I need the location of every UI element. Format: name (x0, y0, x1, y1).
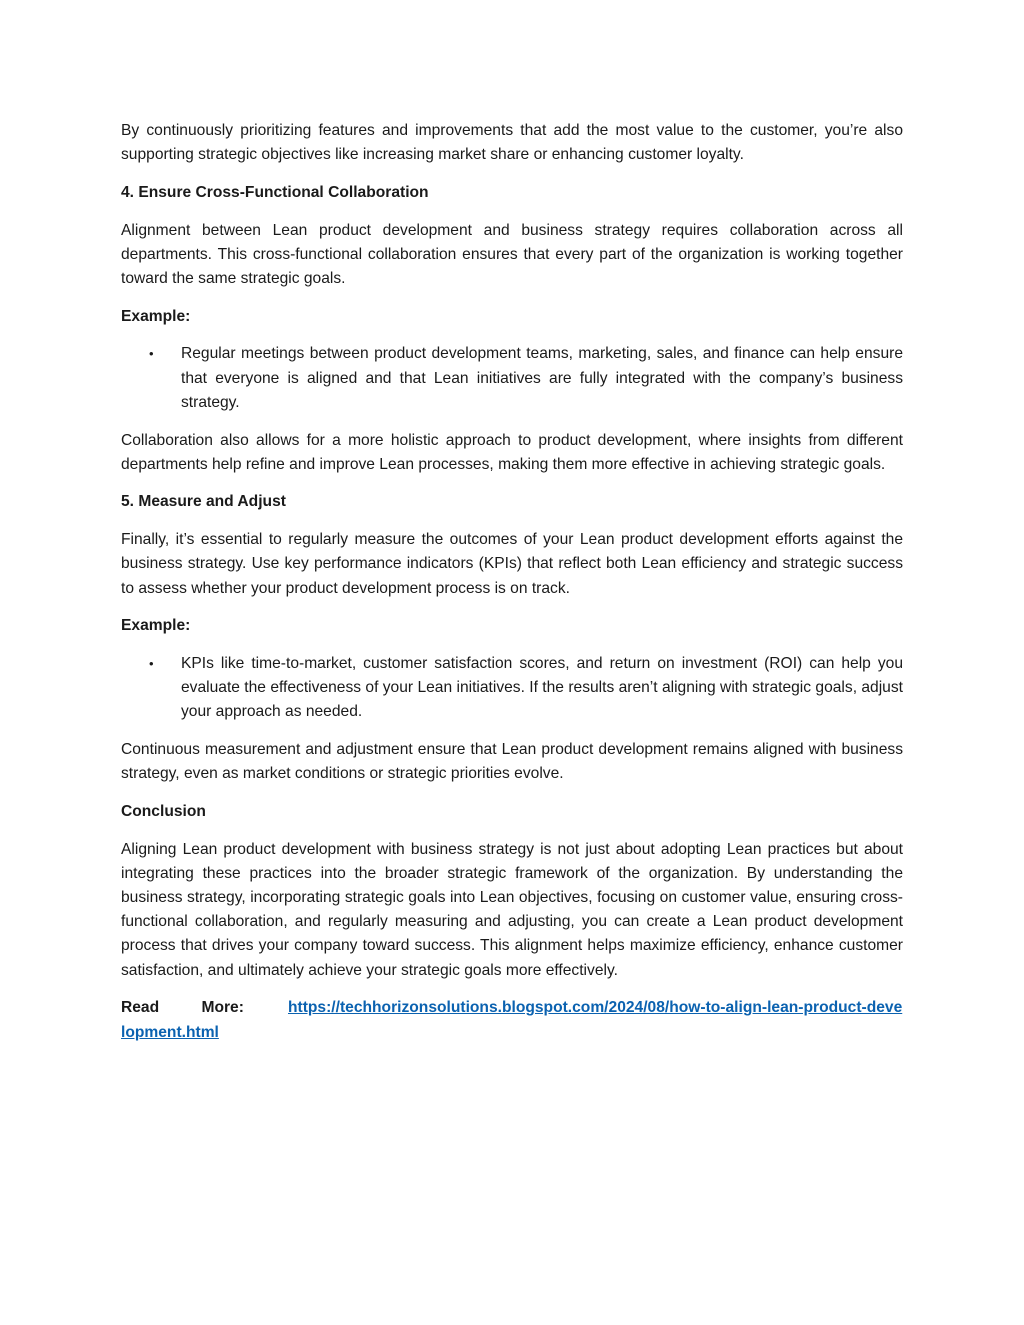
section-5-heading: 5. Measure and Adjust (121, 493, 286, 511)
collaboration-paragraph: Collaboration also allows for a more holistic approach to product development, where insights from different departments help refine and improve Lean processes, making them more effective in achieving strategic goals. (121, 431, 903, 473)
alignment-paragraph: Alignment between Lean product development and business strategy requires collaboration across all departments. This cross-functional collaboration ensures that every part of the organization is working together toward the same strategic goals. (121, 221, 903, 288)
measure-paragraph: Finally, it’s essential to regularly measure the outcomes of your Lean product development efforts against the business strategy. Use key performance indicators (KPIs) that reflect both Lean efficiency and strategic success to assess whether your product development process is on track. (121, 531, 903, 597)
example-2-label: Example: (121, 617, 191, 635)
section-4-heading: 4. Ensure Cross-Functional Collaboration (121, 183, 429, 201)
list-item-text: Regular meetings between product development teams, marketing, sales, and finance can help ensure that everyone is aligned and that Lean initiatives are fully integrated with the company’s business strategy. (181, 345, 903, 411)
list-item-text: KPIs like time-to-market, customer satisfaction scores, and return on investment (ROI) can help you evaluate the effectiveness of your Lean initiatives. If the results aren’t aligning with strategic goals, adjust your approach as needed. (181, 654, 903, 721)
bullet-icon: • (149, 655, 154, 671)
list-item (121, 652, 903, 725)
intro-paragraph: By continuously prioritizing features and improvements that add the most value to the customer, you’re also supporting strategic objectives like increasing market share or enhancing customer loyalty. (121, 122, 903, 164)
example-1-label: Example: (121, 307, 191, 325)
conclusion-heading: Conclusion (121, 802, 206, 820)
document-page (121, 119, 903, 1045)
bullet-icon: • (149, 346, 154, 362)
example-1-list (121, 342, 903, 415)
list-item (121, 342, 903, 415)
continuous-paragraph: Continuous measurement and adjustment ensure that Lean product development remains aligned with business strategy, even as market conditions or strategic priorities evolve. (121, 741, 903, 783)
read-more-line (121, 996, 903, 1044)
example-2-list (121, 652, 903, 725)
read-more-link[interactable]: https://techhorizonsolutions.blogspot.com/2024/08/how-to-align-lean-product-development.html (121, 999, 903, 1041)
conclusion-paragraph: Aligning Lean product development with business strategy is not just about adopting Lean practices but about integrating these practices into the broader strategic framework of the organization. By understanding the business strategy, incorporating strategic goals into Lean objectives, focusing on customer value, ensuring cross-functional collaboration, and regularly measuring and adjusting, you can create a Lean product development process that drives your company toward success. This alignment helps maximize efficiency, enhance customer satisfaction, and ultimately achieve your strategic goals more effectively. (121, 840, 903, 979)
read-more-label: Read More: (121, 999, 244, 1017)
